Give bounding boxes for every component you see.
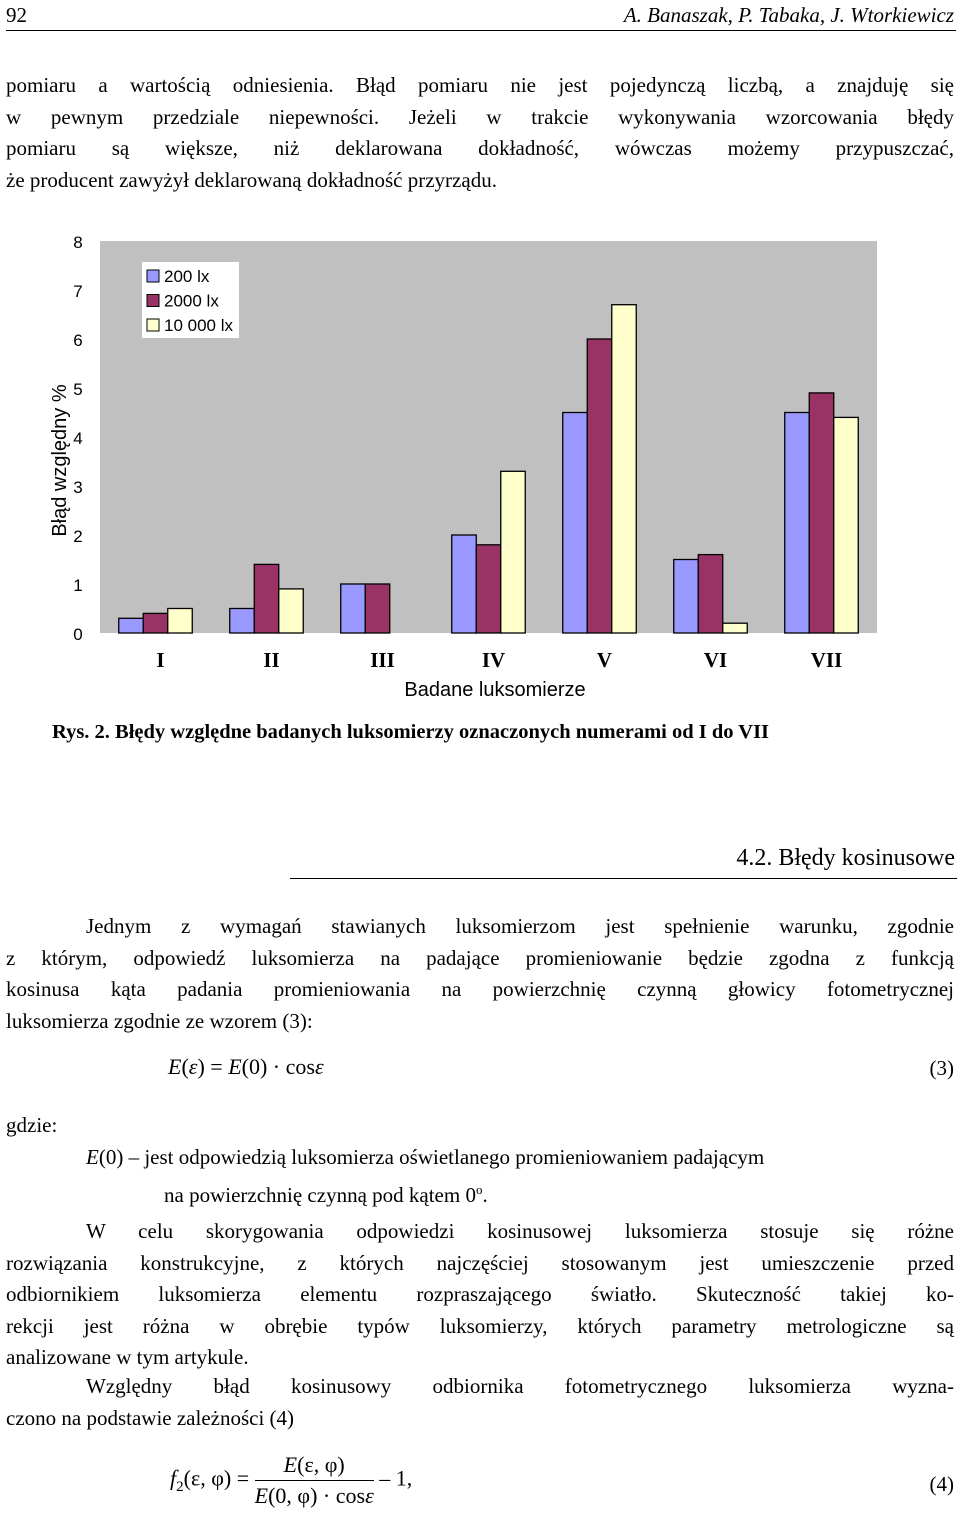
bar [587,339,612,633]
definition-text: – jest odpowiedzią luksomierza oświetlanego promieniowaniem padającym [123,1145,765,1169]
eq-text: (0) [98,1145,124,1169]
bar [168,609,193,634]
text-line: W celu skorygowania odpowiedzi kosinusowej luksomierza stosuje się różne [86,1219,954,1243]
equation-number-3: (3) [929,1056,954,1080]
x-tick-label: VII [810,648,843,672]
text-line: rozwiązania konstrukcyjne, z których najczęściej stosowanym jest umieszczenie przed [6,1250,954,1275]
bar [143,613,168,633]
section-heading [290,845,957,879]
figure-caption: Rys. 2. Błędy względne badanych luksomierzy oznaczonych numerami od I do VII [52,721,770,743]
legend-swatch [147,295,159,307]
y-tick-label: 7 [73,282,83,301]
equation-4 [170,1452,412,1509]
legend-label: 200 lx [164,267,210,286]
bar [563,413,588,634]
eq-symbol: ε [365,1483,374,1508]
text-line: Względny błąd kosinusowy odbiornika fotometrycznego luksomierza wyzna- [86,1374,954,1398]
eq-symbol: ε [188,1054,198,1079]
x-tick-label: I [156,648,165,672]
bar [674,560,699,634]
definition-line [86,1174,956,1212]
bar [341,584,366,633]
eq-symbol: E [228,1054,242,1079]
page-header [6,0,956,31]
equation-number-4: (4) [929,1472,954,1496]
fraction-numerator [255,1452,374,1481]
bar [834,417,859,633]
y-tick-label: 3 [73,478,83,497]
eq-subscript: 2 [176,1478,184,1495]
eq-text: (0, φ) · cos [268,1483,366,1508]
bar [279,589,304,633]
text-line: kosinusa kąta padania promieniowania na powierzchnię czynną głowicy fotometrycznej [6,977,954,1001]
eq-text: ) = [197,1054,229,1079]
bar [119,618,144,633]
text-line: z którym, odpowiedź luksomierza na padające promieniowanie będzie zgodna z funkcją [6,945,954,970]
eq-symbol: f [170,1465,177,1491]
x-tick-label: V [596,648,613,672]
legend-swatch [147,270,159,282]
running-authors: A. Banaszak, P. Tabaka, J. Wtorkiewicz [623,3,954,27]
text-line: rekcji jest różna w obrębie typów luksomierzy, których parametry metrologiczne są [6,1313,954,1338]
y-tick-label: 2 [73,527,83,546]
fraction [255,1452,374,1509]
definition-text: . [482,1182,488,1207]
y-tick-label: 5 [73,380,83,399]
degree-mark: o [475,1181,483,1197]
bar [501,471,526,633]
x-axis-label: Badane luksomierze [404,679,586,701]
definition-text: na powierzchnię czynną pod kątem 0 [164,1182,476,1207]
text-line: w pewnym przedziale niepewności. Jeżeli w trakcie wykonywania wzorcowania błędy [6,104,954,129]
eq-symbol: E [168,1054,182,1079]
text-line: Jednym z wymagań stawianych luksomierzom jest spełnienie warunku, zgodnie [86,914,954,938]
x-tick-label: IV [481,648,506,672]
x-tick-label: III [370,648,395,672]
text-line: luksomierza zgodnie ze wzorem (3): [6,1008,313,1033]
equation-3: E(ε) = E(0) · cosε [168,1054,324,1079]
gdzie-label: gdzie: [6,1113,58,1137]
eq-text: (ε, φ) = [183,1465,255,1491]
text-line: czono na podstawie zależności (4) [6,1405,295,1430]
y-tick-label: 4 [73,429,83,448]
y-axis-label: Błąd względny % [49,384,71,537]
page-number: 92 [6,3,27,27]
eq-text: (ε, φ) [297,1452,345,1477]
paragraph-1 [6,911,954,1037]
bar [723,623,748,633]
eq-symbol: E [254,1483,269,1508]
text-line: odbiornikiem luksomierza elementu rozpraszającego światło. Skuteczność takiej ko- [6,1282,954,1306]
bar [612,305,637,633]
intro-paragraph [6,70,954,196]
eq-symbol: ε [314,1054,324,1079]
legend-label: 2000 lx [164,291,219,311]
y-tick-label: 0 [73,625,83,644]
paragraph-3 [6,1371,954,1434]
y-tick-label: 6 [73,331,83,350]
bar [254,564,279,633]
bar [698,555,723,633]
x-tick-label: II [263,648,280,672]
bar [452,535,477,633]
bar [230,609,255,634]
chart-legend [142,262,239,338]
x-tick-label: VI [703,648,728,672]
text-line: że producent zawyżył deklarowaną dokładność przyrządu. [6,167,497,192]
eq-text: (0) · cos [241,1054,315,1079]
eq-symbol: E [283,1452,298,1477]
bar [365,584,390,633]
legend-swatch [147,319,159,331]
y-tick-label: 1 [73,576,83,595]
bar-chart [0,222,960,712]
paragraph-2 [6,1216,954,1374]
text-line: analizowane w tym artykule. [6,1345,249,1369]
bar [476,545,501,633]
bar [785,413,810,634]
y-tick-label: 8 [73,233,83,252]
text-line: pomiaru a wartością odniesienia. Błąd pomiaru nie jest pojedynczą liczbą, a znajduję się [6,73,954,97]
text-line: pomiaru są większe, niż deklarowana dokładność, wówczas możemy przypuszczać, [6,136,954,160]
eq-symbol: E [86,1145,99,1169]
eq-text: – 1, [373,1465,413,1491]
definition-line [86,1142,956,1174]
fraction-denominator [255,1481,374,1509]
legend-label: 10 000 lx [164,316,233,335]
bar [809,393,834,633]
definition [86,1142,956,1211]
section-title: 4.2. Błędy kosinusowe [736,845,955,871]
